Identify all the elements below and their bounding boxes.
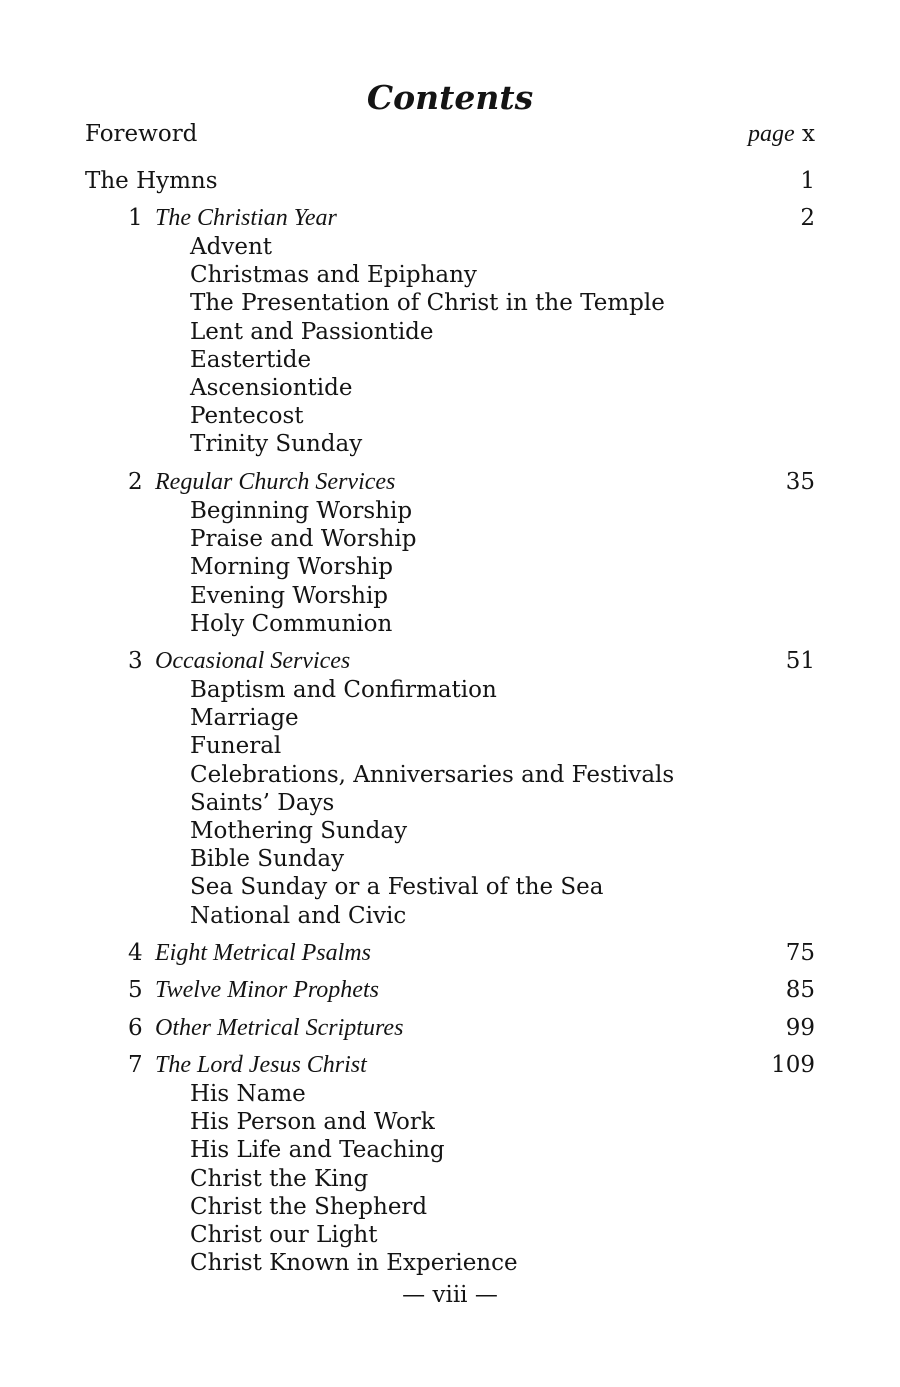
subsection-item[interactable]: Christ the King [190, 1165, 369, 1192]
toc-entry-label: Foreword [85, 121, 198, 147]
section-number: 5 [128, 977, 143, 1003]
section-page-number: 99 [785, 1015, 815, 1041]
subsection-item[interactable]: Advent [190, 234, 272, 260]
subsection-item[interactable]: The Presentation of Christ in the Temple [190, 290, 665, 317]
section-title[interactable]: Occasional Services [155, 648, 351, 674]
section-page-number: 109 [771, 1052, 815, 1078]
toc-page-hymns: 1 [800, 168, 815, 194]
section-title[interactable]: Eight Metrical Psalms [155, 940, 371, 966]
section-page-number: 35 [785, 469, 815, 495]
page-prefix: page [748, 121, 795, 147]
subsection-item[interactable]: Holy Communion [190, 610, 393, 637]
subsection-item[interactable]: Christ our Light [190, 1222, 378, 1248]
subsection-item[interactable]: Morning Worship [190, 554, 394, 581]
subsection-item[interactable]: Eastertide [190, 346, 312, 373]
subsection-item[interactable]: National and Civic [190, 902, 407, 929]
subsection-item[interactable]: His Life and Teaching [190, 1137, 445, 1164]
section-title[interactable]: The Lord Jesus Christ [155, 1052, 367, 1078]
section-number: 1 [128, 205, 143, 231]
subsection-item[interactable]: Mothering Sunday [190, 818, 408, 844]
subsection-item[interactable]: Trinity Sunday [190, 431, 363, 458]
toc-entry-foreword[interactable] [85, 120, 197, 148]
subsection-item[interactable]: Ascensiontide [190, 375, 353, 401]
subsection-item[interactable]: Lent and Passiontide [190, 318, 434, 345]
toc-page-foreword [748, 120, 815, 148]
subsection-item[interactable]: Beginning Worship [190, 498, 413, 524]
subsection-item[interactable]: Pentecost [190, 403, 304, 430]
section-number: 6 [128, 1015, 143, 1041]
section-page-number: 85 [785, 977, 815, 1003]
subsection-item[interactable]: Saints’ Days [190, 789, 335, 816]
page-footer: — viii — [402, 1282, 498, 1308]
subsection-item[interactable]: Christ the Shepherd [190, 1193, 428, 1220]
section-page-number: 2 [800, 205, 815, 231]
subsection-item[interactable]: Praise and Worship [190, 526, 417, 553]
section-title[interactable]: Twelve Minor Prophets [155, 977, 379, 1003]
subsection-item[interactable]: Sea Sunday or a Festival of the Sea [190, 874, 604, 901]
section-number: 7 [128, 1052, 143, 1078]
section-title[interactable]: The Christian Year [155, 205, 337, 231]
toc-entry-hymns[interactable] [85, 167, 218, 195]
subsection-item[interactable]: Baptism and Confirmation [190, 677, 497, 703]
section-number: 4 [128, 940, 143, 966]
subsection-item[interactable]: His Name [190, 1081, 306, 1107]
subsection-item[interactable]: His Person and Work [190, 1109, 435, 1136]
subsection-item[interactable]: Bible Sunday [190, 846, 345, 873]
subsection-item[interactable]: Evening Worship [190, 582, 389, 609]
subsection-item[interactable]: Marriage [190, 705, 299, 732]
section-page-number: 75 [785, 940, 815, 966]
toc-entry-label: The Hymns [85, 168, 218, 194]
subsection-item[interactable]: Christmas and Epiphany [190, 262, 477, 289]
section-page-number: 51 [785, 648, 815, 674]
subsection-item[interactable]: Christ Known in Experience [190, 1250, 518, 1277]
section-title[interactable]: Regular Church Services [155, 469, 396, 495]
page-title: Contents [366, 78, 534, 117]
subsection-item[interactable]: Celebrations, Anniversaries and Festivals [190, 761, 675, 788]
subsection-item[interactable]: Funeral [190, 733, 282, 760]
page-number: x [802, 121, 815, 147]
section-title[interactable]: Other Metrical Scriptures [155, 1015, 404, 1041]
section-number: 3 [128, 648, 143, 674]
section-number: 2 [128, 469, 143, 495]
